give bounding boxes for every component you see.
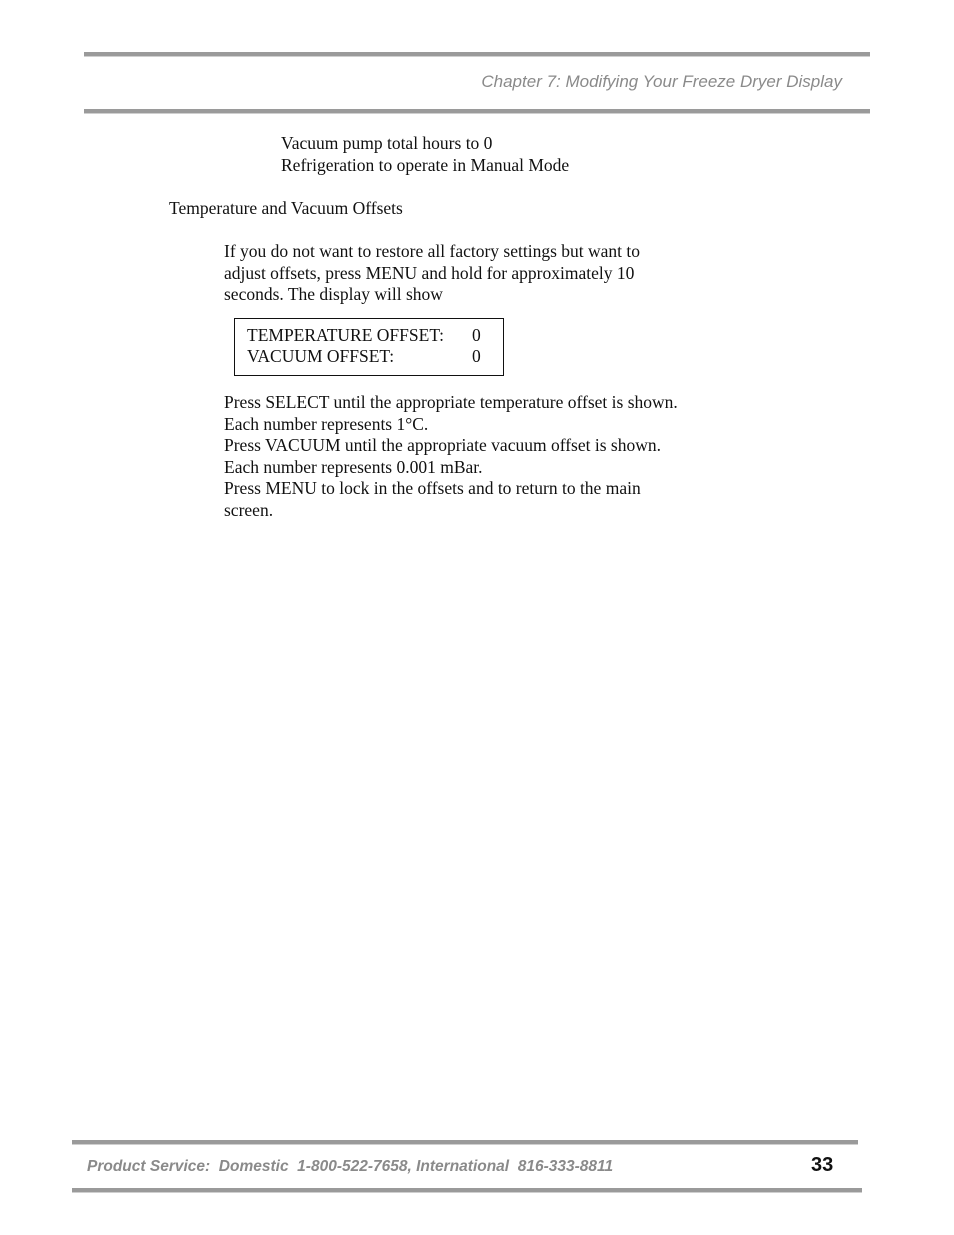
header-rule-top: [84, 52, 870, 57]
instruction-menu: Press MENU to lock in the offsets and to return to the main screen.: [224, 478, 641, 520]
intro-paragraph: If you do not want to restore all factory settings but want to adjust offsets, press MENU and hold for approximately 10 seconds. The display will show: [224, 241, 641, 304]
list-item: Refrigeration to operate in Manual Mode: [281, 154, 570, 175]
temperature-offset-label: TEMPERATURE OFFSET:: [247, 325, 445, 345]
display-screen: [234, 318, 504, 376]
header-rule-bottom: [84, 109, 870, 114]
page-number: 33: [811, 1154, 834, 1176]
temperature-offset-value: 0: [472, 325, 481, 345]
vacuum-offset-label: VACUUM OFFSET:: [247, 346, 395, 366]
vacuum-offset-value: 0: [472, 346, 481, 366]
footer-rule-top: [72, 1140, 858, 1145]
footer-rule-bottom: [72, 1188, 862, 1193]
section-heading: Temperature and Vacuum Offsets: [169, 198, 403, 218]
settings-list: [281, 133, 569, 176]
footer-service-text: Product Service: Domestic 1-800-522-7658, International 816-333-8811: [87, 1158, 614, 1175]
chapter-title: Chapter 7: Modifying Your Freeze Dryer Display: [481, 72, 842, 91]
instructions: [224, 392, 684, 521]
list-item: Vacuum pump total hours to 0: [281, 133, 493, 153]
instruction-select: Press SELECT until the appropriate temperature offset is shown. Each number represents 1°C.: [224, 392, 678, 434]
instruction-vacuum: Press VACUUM until the appropriate vacuum offset is shown. Each number represents 0.001 mBar.: [224, 435, 661, 477]
